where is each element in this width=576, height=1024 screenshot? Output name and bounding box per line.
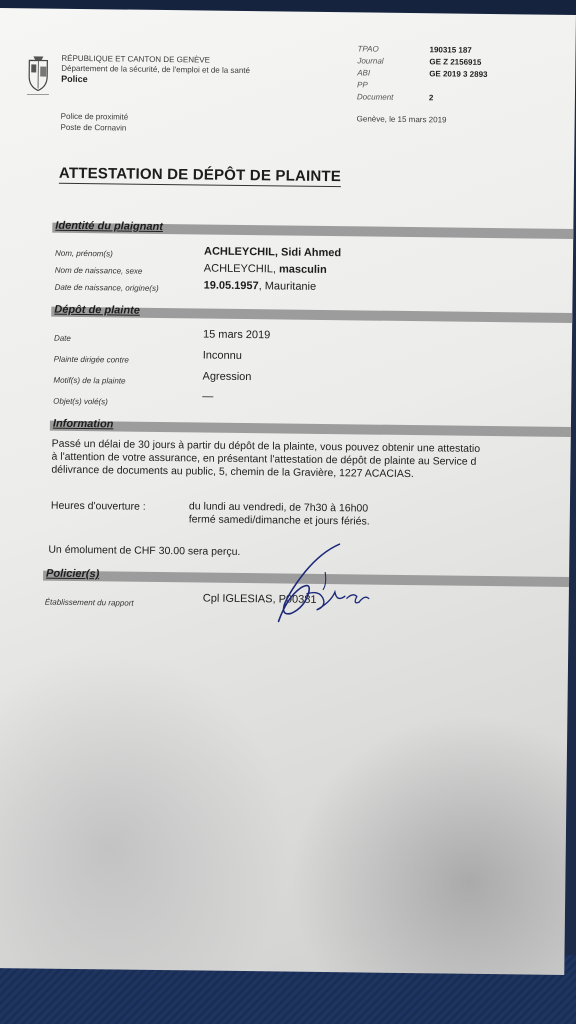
ref-label: PP <box>357 80 368 90</box>
ref-value: GE Z 2156915 <box>429 57 482 67</box>
ref-value: GE 2019 3 2893 <box>429 69 488 79</box>
section-information-heading: Information <box>52 417 114 431</box>
info-text-line: Passé un délai de 30 jours à partir du dépôt de la plainte, vous pouvez obtenir une attestatio <box>51 437 481 455</box>
ref-label: ABI <box>357 68 371 78</box>
section-officers-heading: Policier(s) <box>46 567 100 581</box>
office-post: Poste de Cornavin <box>60 122 127 133</box>
field-value-birth-date: 19.05.1957, Mauritanie <box>203 279 317 293</box>
shadow <box>0 648 292 975</box>
document-title: ATTESTATION DE DÉPÔT DE PLAINTE <box>58 164 342 186</box>
field-label-name: Nom, prénom(s) <box>54 248 113 259</box>
field-label-motive: Motif(s) de la plainte <box>53 375 126 386</box>
field-value-birth-name: ACHLEYCHIL, masculin <box>203 262 327 277</box>
ref-label: Document <box>356 92 394 102</box>
opening-hours-line: fermé samedi/dimanche et jours fériés. <box>188 513 370 528</box>
header-department: Département de la sécurité, de l'emploi et de la santé <box>61 63 251 76</box>
field-value-motive: Agression <box>202 370 252 384</box>
field-value-date: 15 mars 2019 <box>202 328 271 342</box>
reference-values <box>429 44 488 105</box>
ref-label: TPAO <box>357 44 379 54</box>
field-value-officer: Cpl IGLESIAS, P00381 <box>202 592 317 606</box>
signature-icon <box>260 531 381 632</box>
fee-notice: Un émolument de CHF 30.00 sera perçu. <box>48 543 241 558</box>
field-value-against: Inconnu <box>202 349 242 362</box>
section-bar <box>50 421 575 437</box>
opening-hours-line: du lundi au vendredi, de 7h30 à 16h00 <box>188 500 369 515</box>
info-text-line: à l'attention de votre assurance, en présentant l'attestation de dépôt de plainte au Service d <box>51 450 477 468</box>
shadow <box>288 712 576 975</box>
field-label-birth-date: Date de naissance, origine(s) <box>54 282 159 293</box>
field-value-name: ACHLEYCHIL, Sidi Ahmed <box>203 245 342 260</box>
office-name: Police de proximité <box>60 111 129 122</box>
document-page <box>0 8 576 975</box>
ref-value: 190315 187 <box>429 45 472 55</box>
field-label-stolen: Objet(s) volé(s) <box>53 396 108 407</box>
header-republic: RÉPUBLIQUE ET CANTON DE GENÈVE <box>61 53 211 65</box>
ref-label: Journal <box>357 56 384 66</box>
section-identity-heading: Identité du plaignant <box>55 219 163 234</box>
info-text-line: délivrance de documents au public, 5, chemin de la Gravière, 1227 ACACIAS. <box>51 463 414 481</box>
field-value-stolen: — <box>202 390 214 403</box>
field-label-report: Établissement du rapport <box>44 597 134 608</box>
field-label-birth-name: Nom de naissance, sexe <box>54 265 143 276</box>
header-police: Police <box>61 73 88 85</box>
field-label-against: Plainte dirigée contre <box>53 354 129 365</box>
reference-labels <box>357 43 394 103</box>
geneva-coat-of-arms-icon <box>23 52 54 96</box>
ref-value: 2 <box>428 93 434 103</box>
field-label-date: Date <box>53 333 71 343</box>
section-complaint-heading: Dépôt de plainte <box>54 303 140 317</box>
place-date: Genève, le 15 mars 2019 <box>356 114 447 125</box>
opening-hours-label: Heures d'ouverture : <box>50 499 146 513</box>
ref-value <box>429 80 487 93</box>
